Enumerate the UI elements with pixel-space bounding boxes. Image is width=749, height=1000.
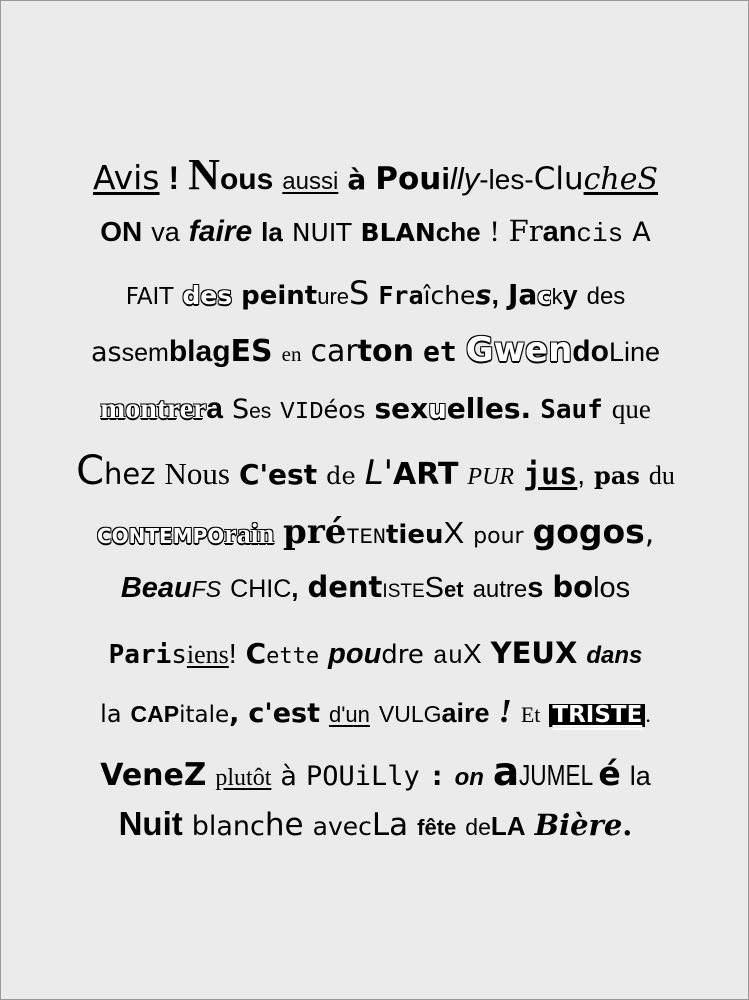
text-line-1: [23, 150, 728, 199]
word-group: [465, 330, 660, 370]
word: S: [349, 274, 370, 312]
word: Bière: [534, 808, 623, 842]
word: blanc: [191, 811, 265, 842]
word: car: [310, 334, 358, 369]
text-line-6: [23, 448, 728, 494]
word-group: [532, 512, 655, 551]
word: ,: [577, 459, 586, 490]
word: S: [424, 572, 444, 604]
word: pré: [283, 512, 347, 552]
text-line-2: [23, 214, 728, 249]
word: a: [492, 750, 520, 795]
word: de: [326, 462, 356, 490]
word: hez: [104, 457, 156, 491]
word-group: [97, 521, 274, 549]
word: Pou: [375, 161, 442, 197]
word: VULG: [378, 701, 442, 727]
word: ART: [392, 457, 459, 492]
word: y: [562, 280, 578, 310]
word: tieu: [385, 520, 444, 550]
text-line-11: [23, 750, 728, 795]
word: s: [475, 280, 492, 311]
word-group: [245, 637, 320, 670]
word: -les-: [479, 164, 534, 195]
word: a: [206, 392, 223, 425]
word: Fr: [508, 214, 543, 248]
word: c'est: [248, 698, 320, 729]
word: des: [586, 283, 626, 310]
word: Ja: [508, 278, 538, 311]
word: îche: [423, 281, 476, 310]
word: dans: [586, 642, 643, 669]
text-line-4: [23, 330, 728, 370]
word-group: [433, 640, 482, 669]
word: CAP: [130, 701, 180, 727]
word: Gwen: [465, 330, 573, 370]
word: rain: [224, 519, 275, 550]
word: Clu: [533, 161, 584, 197]
word: he: [264, 807, 304, 843]
word: va: [151, 217, 180, 247]
word-group: [534, 808, 633, 842]
word: à: [347, 163, 367, 196]
word-group: [364, 453, 459, 493]
word: TEN: [346, 525, 386, 550]
word: on: [454, 764, 484, 791]
word-group: [76, 448, 156, 494]
word: C: [76, 448, 105, 494]
word: che: [435, 217, 481, 247]
word: Pari: [108, 640, 172, 670]
word-group: [549, 704, 650, 727]
word: ,: [491, 280, 500, 310]
word: C'est: [238, 458, 318, 491]
text-line-10: [23, 695, 728, 729]
word: des: [182, 281, 233, 310]
word: X: [443, 515, 465, 550]
word: ure: [317, 284, 350, 309]
word: faire: [188, 215, 253, 248]
word: Beau: [120, 572, 192, 604]
word-group: [508, 278, 578, 311]
text-line-9: [23, 636, 728, 671]
word: FS: [191, 576, 222, 602]
word: cheS: [583, 162, 659, 197]
word-group: [283, 512, 465, 552]
word-group: [121, 574, 221, 603]
word: Nuit: [118, 805, 183, 842]
word: k: [551, 284, 563, 309]
word: montrer: [100, 392, 207, 425]
word: TRISTE: [549, 704, 645, 727]
word: !: [489, 215, 500, 248]
word: fête: [417, 815, 457, 840]
word: cis: [576, 219, 624, 249]
word-group: [90, 334, 273, 369]
text-line-3: [23, 274, 728, 312]
word: que: [611, 394, 651, 424]
word: Sauf: [540, 395, 603, 425]
word: .: [645, 702, 651, 727]
word-group: [374, 392, 532, 425]
word: ,: [229, 698, 240, 729]
word: C: [245, 637, 267, 670]
word-group: [508, 214, 624, 249]
word-group: [131, 700, 240, 727]
word: ISTE: [382, 581, 425, 602]
word: Z: [183, 757, 207, 793]
word: s: [527, 572, 544, 604]
word-group: [191, 807, 304, 843]
word: la: [261, 217, 283, 247]
word-group: [307, 570, 464, 604]
word: POUiLly: [305, 761, 420, 792]
word: .: [622, 808, 633, 842]
word: autre: [472, 576, 528, 603]
word: S: [231, 394, 250, 425]
word: !: [168, 160, 180, 196]
word-group: [280, 398, 365, 425]
text-line-5: [23, 394, 728, 425]
word: es: [249, 400, 272, 423]
word-group: [241, 274, 370, 312]
word: JUMEL: [519, 760, 594, 792]
word-group: [232, 396, 271, 423]
word: éos: [323, 396, 366, 424]
word: N: [188, 150, 220, 199]
word: Vene: [100, 758, 184, 793]
word-group: [492, 750, 621, 795]
word-group: [523, 457, 586, 492]
word: i: [441, 161, 450, 196]
word: gogos: [532, 512, 645, 551]
word: itale: [179, 702, 230, 728]
word: X: [462, 638, 482, 669]
word: à: [280, 761, 297, 792]
word: ON: [100, 216, 143, 247]
word-group: [379, 700, 490, 727]
word-group: [328, 640, 424, 669]
word: avec: [312, 812, 372, 841]
word: pou: [328, 638, 382, 670]
word-group: [465, 813, 525, 839]
word-group: [552, 570, 631, 604]
word: de: [465, 814, 491, 840]
word: La: [371, 807, 409, 843]
word: Fra: [378, 281, 424, 310]
word: LA: [490, 811, 526, 841]
word: !: [228, 638, 237, 669]
word: en: [281, 342, 302, 366]
word-group: [109, 640, 237, 668]
word: et: [444, 577, 464, 602]
word-group: [310, 334, 414, 369]
word: aire: [441, 698, 490, 728]
word: aussi: [282, 168, 339, 195]
word: :: [428, 759, 446, 792]
word: ton: [357, 334, 414, 369]
word: pour: [473, 524, 524, 549]
word: la: [100, 700, 122, 728]
word: plutôt: [215, 765, 272, 791]
word: et: [422, 335, 457, 368]
word: Line: [608, 337, 660, 367]
word: los: [593, 572, 631, 604]
word: u: [428, 395, 447, 425]
word-group: [188, 150, 274, 199]
word: peint: [241, 281, 318, 311]
word-group: [361, 219, 481, 245]
word: Et: [520, 702, 541, 727]
word-group: [378, 282, 499, 309]
word-group: [312, 807, 409, 843]
word: dre: [381, 640, 424, 670]
word: an: [542, 216, 577, 248]
word: NUIT: [291, 218, 352, 247]
word: ous: [219, 163, 274, 196]
word: lly: [449, 161, 480, 196]
word: FAIT: [125, 284, 174, 310]
word: bo: [552, 570, 594, 604]
word-group: [473, 574, 544, 603]
word: é: [598, 754, 621, 793]
word: CONTEMPO: [96, 524, 225, 548]
word-group: [230, 575, 298, 602]
word: Avis: [92, 158, 160, 197]
word: Nous: [164, 456, 230, 491]
word: sem: [121, 339, 169, 367]
word: dent: [307, 570, 383, 604]
word: d'un: [328, 702, 370, 727]
word: A: [632, 217, 651, 248]
word: du: [648, 461, 675, 490]
word: sex: [374, 392, 429, 425]
word: L': [364, 453, 393, 493]
word: ette: [266, 644, 320, 669]
text-line-8: [23, 570, 728, 604]
word: iens: [186, 640, 229, 669]
word: au: [432, 642, 463, 671]
word: c: [537, 282, 552, 310]
word: blag: [168, 335, 231, 368]
word-group: [375, 163, 658, 195]
word: do: [572, 335, 609, 368]
text-line-7: [23, 512, 728, 552]
word: as: [90, 337, 122, 368]
word: YEUX: [490, 636, 578, 670]
word: VID: [280, 399, 324, 426]
word: ,: [644, 516, 655, 550]
word: elles.: [446, 392, 532, 425]
word: ,: [291, 573, 299, 603]
word: PUR: [467, 464, 515, 490]
word: CHIC: [230, 575, 292, 603]
word: la: [629, 761, 651, 791]
word: s: [171, 640, 187, 670]
word-group: [100, 757, 207, 793]
word: BLAN: [360, 218, 436, 247]
word-group: [100, 394, 223, 424]
word: !: [498, 693, 512, 730]
word: jus: [523, 457, 578, 492]
word: ES: [230, 334, 273, 369]
word: pas: [594, 461, 640, 490]
text-line-12: [23, 807, 728, 841]
